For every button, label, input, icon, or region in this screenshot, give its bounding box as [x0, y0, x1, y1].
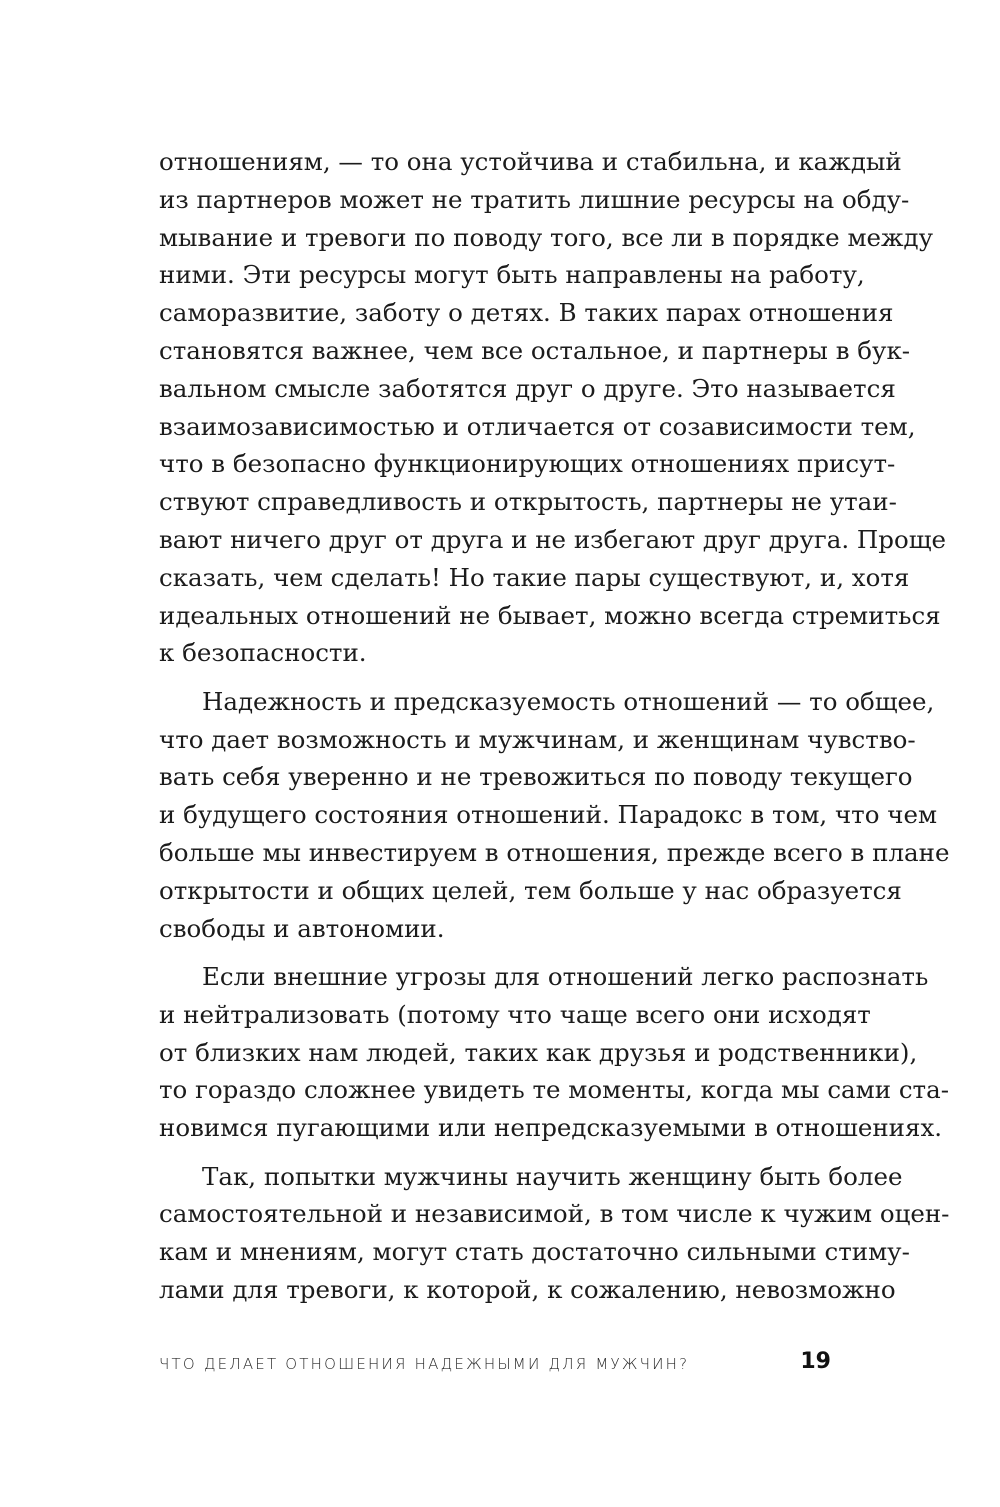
text-line: открытости и общих целей, тем больше у нас образуется — [159, 875, 902, 905]
text-line: взаимозависимостью и отличается от созависимости тем, — [159, 411, 916, 441]
text-line: саморазвитие, заботу о детях. В таких парах отношения — [159, 298, 894, 328]
text-line: мывание и тревоги по поводу того, все ли в порядке между — [159, 222, 934, 252]
text-line: ними. Эти ресурсы могут быть направлены на работу, — [159, 260, 865, 290]
text-line: кам и мнениям, могут стать достаточно сильными стиму- — [159, 1237, 910, 1267]
text-line: свободы и автономии. — [159, 913, 445, 943]
text-line: Если внешние угрозы для отношений легко распознать — [202, 961, 929, 991]
page-number: 19 — [800, 1349, 831, 1374]
text-line: самостоятельной и независимой, в том числе к чужим оцен- — [159, 1199, 950, 1229]
text-line: Надежность и предсказуемость отношений — то общее, — [202, 686, 935, 716]
text-line: вальном смысле заботятся друг о друге. Это называется — [159, 373, 896, 403]
text-line: из партнеров может не тратить лишние ресурсы на обду- — [159, 184, 910, 214]
text-line: и нейтрализовать (потому что чаще всего они исходят — [159, 999, 871, 1029]
text-line: больше мы инвестируем в отношения, прежде всего в плане — [159, 837, 950, 867]
text-line: что дает возможность и мужчинам, и женщинам чувство- — [159, 724, 916, 754]
running-head: ЧТО ДЕЛАЕТ ОТНОШЕНИЯ НАДЕЖНЫМИ ДЛЯ МУЖЧИН? — [159, 1355, 690, 1373]
text-line: становятся важнее, чем все остальное, и партнеры в бук- — [159, 335, 911, 365]
text-line: сказать, чем сделать! Но такие пары существуют, и, хотя — [159, 562, 910, 592]
body-text — [159, 143, 950, 1309]
text-line: отношениям, — то она устойчива и стабильна, и каждый — [159, 147, 902, 176]
page-footer — [159, 1347, 831, 1383]
text-line: новимся пугающими или непредсказуемыми в отношениях. — [159, 1113, 943, 1143]
text-line: ствуют справедливость и открытость, партнеры не утаи- — [159, 487, 897, 517]
text-line: от близких нам людей, таких как друзья и родственники), — [159, 1037, 918, 1067]
text-line: к безопасности. — [159, 638, 367, 668]
text-line: что в безопасно функционирующих отношениях присут- — [159, 449, 896, 479]
text-line: то гораздо сложнее увидеть те моменты, когда мы сами ста- — [159, 1075, 949, 1105]
text-line: идеальных отношений не бывает, можно всегда стремиться — [159, 600, 941, 630]
text-line: и будущего состояния отношений. Парадокс в том, что чем — [159, 800, 937, 830]
text-line: вают ничего друг от друга и не избегают друг друга. Проще — [159, 524, 946, 554]
text-line: Так, попытки мужчины научить женщину быть более — [202, 1161, 903, 1191]
text-line: лами для тревоги, к которой, к сожалению, невозможно — [159, 1274, 896, 1304]
text-line: вать себя уверенно и не тревожиться по поводу текущего — [159, 762, 913, 792]
